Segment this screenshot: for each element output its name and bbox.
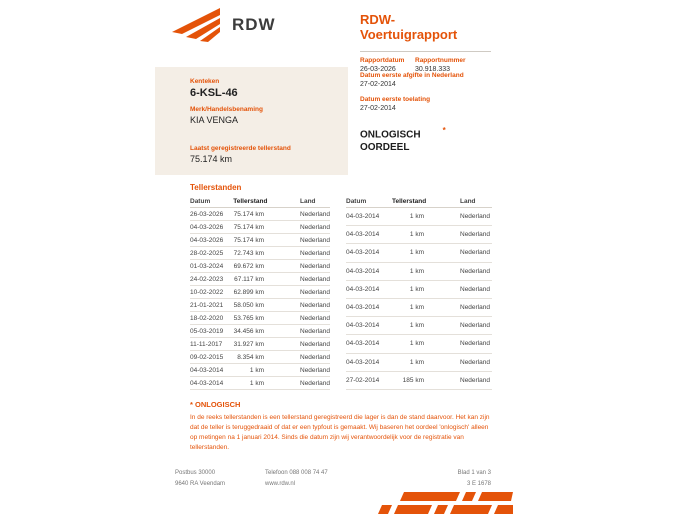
table-row bbox=[346, 298, 492, 316]
table-cell: 04-03-2026 bbox=[190, 234, 233, 247]
report-number-block bbox=[415, 57, 491, 73]
footer-contact bbox=[265, 468, 405, 491]
verdict-line1: ONLOGISCH bbox=[360, 129, 421, 141]
report-number-value: 30.918.333 bbox=[415, 66, 451, 73]
table-cell: Nederland bbox=[438, 280, 492, 298]
section-title-tellerstanden: Tellerstanden bbox=[190, 183, 242, 192]
footer-address-line2: 9640 RA Veendam bbox=[175, 481, 226, 488]
report-date-block bbox=[360, 57, 415, 73]
column-header-land: Land bbox=[278, 195, 330, 208]
table-row bbox=[190, 312, 330, 325]
report-meta bbox=[360, 57, 491, 73]
table-cell: 04-03-2014 bbox=[190, 364, 233, 377]
table-cell: Nederland bbox=[278, 208, 330, 221]
table-cell: Nederland bbox=[438, 298, 492, 316]
first-issue-value: 27-02-2014 bbox=[360, 81, 396, 88]
table-cell: Nederland bbox=[278, 377, 330, 390]
table-cell: Nederland bbox=[438, 208, 492, 226]
footer-website: www.rdw.nl bbox=[265, 481, 296, 488]
table-cell: 1 km bbox=[392, 298, 438, 316]
table-cell: 1 km bbox=[392, 335, 438, 353]
table-row bbox=[190, 221, 330, 234]
table-row bbox=[190, 247, 330, 260]
table-row bbox=[346, 262, 492, 280]
first-admission-block bbox=[360, 96, 500, 112]
onlogisch-note-body: In de reeks tellerstanden is een tellerstand geregistreerd die lager is dan de stand daarvoor. Het kan zijn dat de teller is teruggedraaid of dat er een typfout is gemaakt. Wij baseren het oordeel 'onlogisch' alleen op metingen na 1 januari 2014. Sinds die datum zijn wij verantwoordelijk voor de registratie van tellerstanden. bbox=[190, 414, 490, 452]
table-cell: 67.117 km bbox=[233, 273, 278, 286]
table-row bbox=[190, 234, 330, 247]
column-header-land: Land bbox=[438, 195, 492, 208]
table-cell: 18-02-2020 bbox=[190, 312, 233, 325]
merk-label: Merk/Handelsbenaming bbox=[190, 106, 263, 113]
column-header-tellerstand: Tellerstand bbox=[392, 195, 438, 208]
vehicle-summary-panel bbox=[155, 67, 348, 175]
onlogisch-note-title: * ONLOGISCH bbox=[190, 400, 241, 409]
column-header-tellerstand: Tellerstand bbox=[233, 195, 278, 208]
table-cell: 62.899 km bbox=[233, 286, 278, 299]
table-cell: 04-03-2014 bbox=[346, 317, 392, 335]
table-cell: 1 km bbox=[392, 262, 438, 280]
table-cell: 24-02-2023 bbox=[190, 273, 233, 286]
table-row bbox=[346, 208, 492, 226]
table-cell: Nederland bbox=[278, 260, 330, 273]
verdict-line2: OORDEEL bbox=[360, 141, 410, 153]
table-cell: Nederland bbox=[438, 353, 492, 371]
table-row bbox=[346, 335, 492, 353]
table-cell: Nederland bbox=[278, 351, 330, 364]
table-cell: Nederland bbox=[438, 226, 492, 244]
table-cell: 8.354 km bbox=[233, 351, 278, 364]
odometer-table-left bbox=[190, 195, 330, 390]
table-cell: Nederland bbox=[278, 338, 330, 351]
kenteken-value: 6-KSL-46 bbox=[190, 87, 238, 99]
header-divider bbox=[360, 51, 491, 52]
table-cell: Nederland bbox=[278, 312, 330, 325]
table-cell: Nederland bbox=[438, 317, 492, 335]
page-footer bbox=[175, 468, 491, 491]
page-title: RDW-Voertuigrapport bbox=[360, 12, 458, 42]
table-cell: 04-03-2014 bbox=[346, 208, 392, 226]
table-cell: 58.050 km bbox=[233, 299, 278, 312]
column-header-datum: Datum bbox=[190, 195, 233, 208]
table-cell: 34.456 km bbox=[233, 325, 278, 338]
footer-document-code: 3 E 1678 bbox=[466, 481, 491, 488]
table-cell: 31.927 km bbox=[233, 338, 278, 351]
table-cell: 10-02-2022 bbox=[190, 286, 233, 299]
table-cell: 04-03-2014 bbox=[346, 280, 392, 298]
registration-info bbox=[360, 72, 500, 154]
table-row bbox=[346, 353, 492, 371]
table-cell: 1 km bbox=[233, 364, 278, 377]
table-row bbox=[190, 351, 330, 364]
table-cell: 04-03-2014 bbox=[346, 298, 392, 316]
table-cell: 1 km bbox=[392, 226, 438, 244]
table-cell: 75.174 km bbox=[233, 208, 278, 221]
table-cell: 09-02-2015 bbox=[190, 351, 233, 364]
footer-phone: Telefoon 088 008 74 47 bbox=[265, 470, 328, 476]
merk-value: KIA VENGA bbox=[190, 115, 239, 125]
laatste-tellerstand-value: 75.174 km bbox=[190, 154, 233, 164]
table-cell: 04-03-2014 bbox=[346, 226, 392, 244]
first-admission-value: 27-02-2014 bbox=[360, 105, 396, 112]
table-cell: Nederland bbox=[278, 221, 330, 234]
table-cell: Nederland bbox=[278, 273, 330, 286]
table-row bbox=[190, 286, 330, 299]
verdict-asterisk: * bbox=[442, 126, 446, 135]
table-cell: 72.743 km bbox=[233, 247, 278, 260]
table-header-row bbox=[190, 195, 330, 208]
kenteken-label: Kenteken bbox=[190, 78, 220, 85]
odometer-table-right bbox=[346, 195, 492, 390]
table-cell: 1 km bbox=[392, 353, 438, 371]
table-cell: 05-03-2019 bbox=[190, 325, 233, 338]
table-cell: Nederland bbox=[278, 247, 330, 260]
table-cell: Nederland bbox=[438, 262, 492, 280]
rdw-logo-text: RDW bbox=[232, 15, 276, 34]
table-cell: 1 km bbox=[392, 244, 438, 262]
table-row bbox=[190, 338, 330, 351]
table-cell: 04-03-2014 bbox=[346, 262, 392, 280]
table-row bbox=[190, 364, 330, 377]
table-cell: 01-03-2024 bbox=[190, 260, 233, 273]
laatste-tellerstand-label: Laatst geregistreerde tellerstand bbox=[190, 145, 291, 152]
rdw-stripes-graphic-icon bbox=[378, 492, 513, 514]
table-row bbox=[190, 299, 330, 312]
table-cell: Nederland bbox=[278, 234, 330, 247]
table-cell: 04-03-2014 bbox=[346, 244, 392, 262]
table-cell: Nederland bbox=[278, 325, 330, 338]
table-cell: 11-11-2017 bbox=[190, 338, 233, 351]
table-row bbox=[346, 371, 492, 389]
table-cell: 75.174 km bbox=[233, 221, 278, 234]
table-row bbox=[190, 377, 330, 390]
verdict-badge bbox=[360, 126, 500, 154]
table-cell: 69.672 km bbox=[233, 260, 278, 273]
table-row bbox=[190, 325, 330, 338]
rdw-flag-icon bbox=[172, 8, 222, 42]
table-row bbox=[346, 280, 492, 298]
report-number-label: Rapportnummer bbox=[415, 57, 466, 64]
table-cell: 1 km bbox=[233, 377, 278, 390]
report-date-value: 26-03-2026 bbox=[360, 66, 396, 73]
table-cell: 04-03-2026 bbox=[190, 221, 233, 234]
table-cell: Nederland bbox=[278, 286, 330, 299]
first-issue-label: Datum eerste afgifte in Nederland bbox=[360, 72, 464, 79]
first-issue-block bbox=[360, 72, 500, 88]
column-header-datum: Datum bbox=[346, 195, 392, 208]
table-cell: Nederland bbox=[438, 244, 492, 262]
onlogisch-note bbox=[190, 400, 495, 453]
table-row bbox=[346, 244, 492, 262]
table-cell: 26-03-2026 bbox=[190, 208, 233, 221]
table-cell: 28-02-2025 bbox=[190, 247, 233, 260]
table-header-row bbox=[346, 195, 492, 208]
table-cell: 53.765 km bbox=[233, 312, 278, 325]
table-cell: Nederland bbox=[278, 299, 330, 312]
report-header bbox=[360, 12, 491, 73]
table-cell: 75.174 km bbox=[233, 234, 278, 247]
table-cell: 1 km bbox=[392, 280, 438, 298]
footer-address bbox=[175, 468, 265, 491]
table-row bbox=[190, 260, 330, 273]
footer-page-info bbox=[458, 468, 491, 491]
rdw-logo bbox=[172, 8, 276, 42]
table-cell: 1 km bbox=[392, 208, 438, 226]
report-date-label: Rapportdatum bbox=[360, 57, 405, 64]
table-row bbox=[190, 208, 330, 221]
table-cell: 04-03-2014 bbox=[190, 377, 233, 390]
table-row bbox=[346, 226, 492, 244]
table-row bbox=[346, 317, 492, 335]
footer-page-number: Blad 1 van 3 bbox=[457, 470, 491, 476]
table-cell: 1 km bbox=[392, 317, 438, 335]
table-cell: Nederland bbox=[278, 364, 330, 377]
table-cell: 04-03-2014 bbox=[346, 353, 392, 371]
first-admission-label: Datum eerste toelating bbox=[360, 96, 431, 103]
footer-address-line1: Postbus 30000 bbox=[175, 470, 216, 476]
table-cell: 04-03-2014 bbox=[346, 335, 392, 353]
table-cell: Nederland bbox=[438, 335, 492, 353]
table-cell: Nederland bbox=[438, 371, 492, 389]
odometer-tables bbox=[190, 195, 492, 390]
table-row bbox=[190, 273, 330, 286]
table-cell: 21-01-2021 bbox=[190, 299, 233, 312]
table-cell: 185 km bbox=[392, 371, 438, 389]
table-cell: 27-02-2014 bbox=[346, 371, 392, 389]
